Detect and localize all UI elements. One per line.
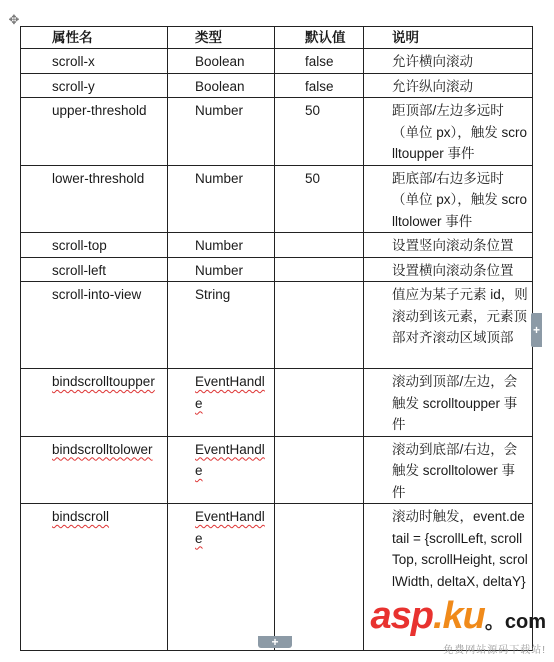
- add-column-handle-icon[interactable]: +: [531, 313, 542, 347]
- header-name: 属性名: [21, 27, 168, 49]
- watermark-logo: [370, 595, 546, 656]
- table-row: [21, 369, 533, 437]
- cell-name: scroll-top: [21, 233, 168, 258]
- cell-description: 距底部/右边多远时（单位 px），触发 scrolltolower 事件: [364, 165, 533, 233]
- table-row: [21, 436, 533, 504]
- cell-name: upper-threshold: [21, 98, 168, 166]
- header-default: 默认值: [275, 27, 364, 49]
- cell-description: 设置横向滚动条位置: [364, 257, 533, 282]
- cell-description: 距顶部/左边多远时（单位 px），触发 scrolltoupper 事件: [364, 98, 533, 166]
- cell-name: [21, 504, 168, 651]
- cell-name: [21, 436, 168, 504]
- header-type: 类型: [168, 27, 275, 49]
- table-row: [21, 282, 533, 369]
- cell-name: [21, 369, 168, 437]
- table-row: [21, 98, 533, 166]
- cell-description: 设置竖向滚动条位置: [364, 233, 533, 258]
- cell-description: 允许横向滚动: [364, 49, 533, 74]
- spellcheck-text: bindscrolltolower: [52, 441, 153, 457]
- cell-default: [275, 233, 364, 258]
- table-row: [21, 165, 533, 233]
- table-row: [21, 257, 533, 282]
- spellcheck-text: EventHandle: [195, 509, 265, 546]
- spellcheck-text: EventHandle: [195, 441, 265, 478]
- cell-default: false: [275, 73, 364, 98]
- cell-name: scroll-x: [21, 49, 168, 74]
- table-row: [21, 49, 533, 74]
- cell-default: 50: [275, 165, 364, 233]
- cell-type: Boolean: [168, 73, 275, 98]
- cell-default: [275, 369, 364, 437]
- table-row: [21, 233, 533, 258]
- spellcheck-text: EventHandle: [195, 374, 265, 411]
- cell-description: 滚动时触发，event.detail = {scrollLeft, scrollTop, scrollHeight, scrollWidth, deltaX, deltaY}: [364, 504, 533, 651]
- cell-default: [275, 436, 364, 504]
- cell-type: [168, 504, 275, 651]
- cell-name: scroll-left: [21, 257, 168, 282]
- cell-default: false: [275, 49, 364, 74]
- add-row-handle-icon[interactable]: +: [258, 636, 292, 648]
- spellcheck-text: bindscroll: [52, 509, 110, 524]
- cell-description: 滚动到底部/右边，会触发 scrolltolower 事件: [364, 436, 533, 504]
- cell-description: 允许纵向滚动: [364, 73, 533, 98]
- cell-type: String: [168, 282, 275, 369]
- cell-name: lower-threshold: [21, 165, 168, 233]
- properties-table: [20, 26, 533, 651]
- cell-default: [275, 282, 364, 369]
- cell-type: [168, 436, 275, 504]
- header-description: 说明: [364, 27, 533, 49]
- cell-description: 滚动到顶部/左边，会触发 scrolltoupper 事件: [364, 369, 533, 437]
- cell-name: scroll-y: [21, 73, 168, 98]
- cell-type: Boolean: [168, 49, 275, 74]
- table-row: [21, 73, 533, 98]
- cell-default: [275, 257, 364, 282]
- cell-description: 值应为某子元素 id，则滚动到该元素，元素顶部对齐滚动区域顶部: [364, 282, 533, 369]
- cell-type: Number: [168, 98, 275, 166]
- cell-type: Number: [168, 257, 275, 282]
- cell-name: scroll-into-view: [21, 282, 168, 369]
- watermark-logo-text: asp.ku。com: [370, 595, 546, 637]
- table-header-row: [21, 27, 533, 49]
- spellcheck-text: bindscrolltoupper: [52, 374, 155, 389]
- cell-default: 50: [275, 98, 364, 166]
- cell-default: [275, 504, 364, 651]
- watermark-subtitle: 免费网站源码下载站!: [443, 645, 546, 656]
- table-move-handle-icon[interactable]: ✥: [8, 12, 20, 27]
- cell-type: Number: [168, 233, 275, 258]
- cell-type: Number: [168, 165, 275, 233]
- cell-type: [168, 369, 275, 437]
